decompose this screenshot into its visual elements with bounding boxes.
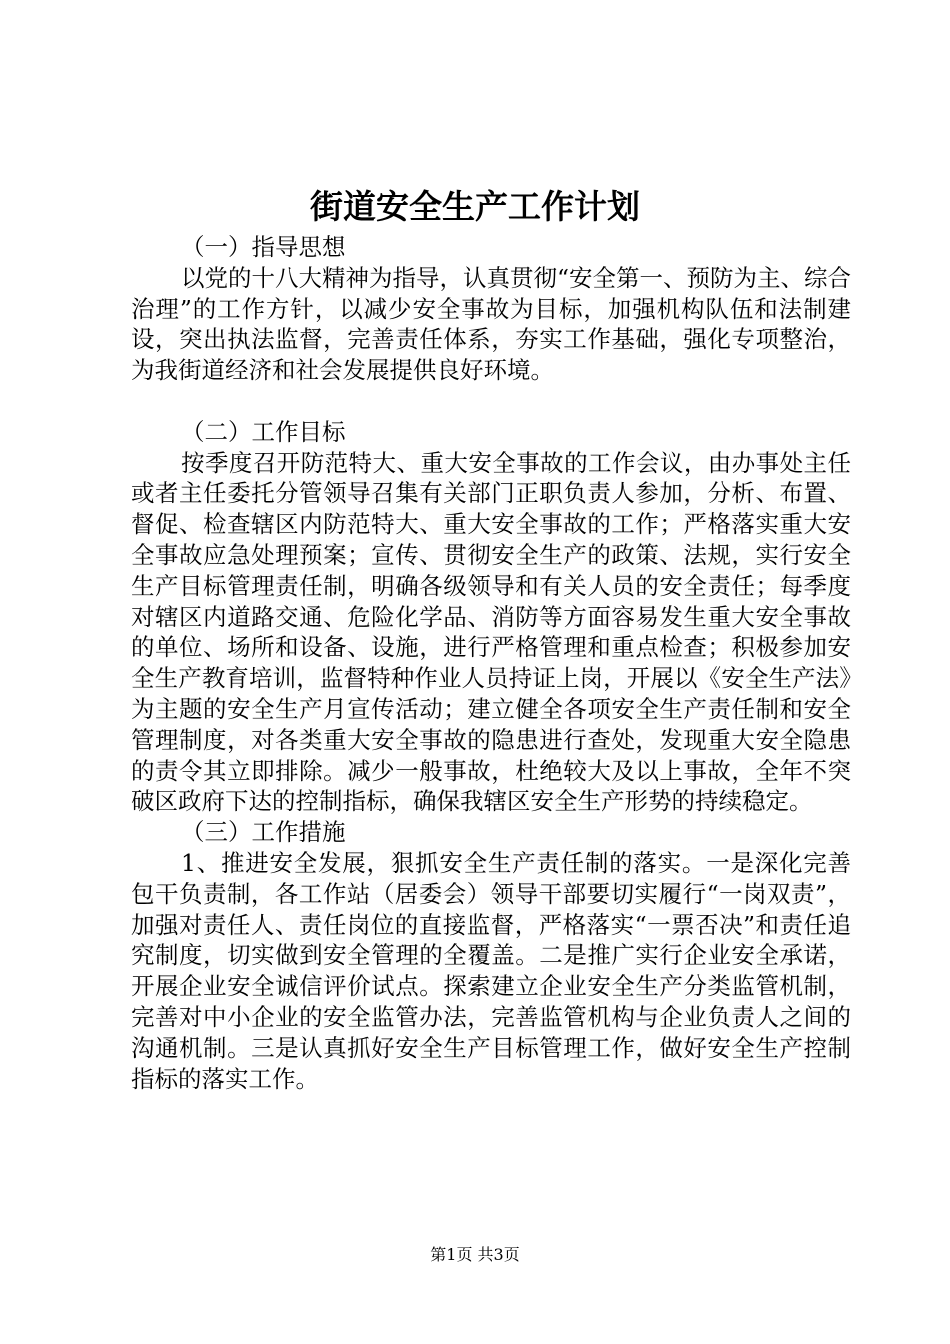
section-paragraph-work-measures: 1、推进安全发展，狠抓安全生产责任制的落实。一是深化完善包干负责制，各工作站（居委会）领导干部要切实履行“一岗双责”，加强对责任人、责任岗位的直接监督，严格落实“一票否决”和责任追究制度，切实做到安全管理的全覆盖。二是推广实行企业安全承诺，开展企业安全诚信评价试点。探索建立企业安全生产分类监管机制，完善对中小企业的安全监管办法，完善监管机构与企业负责人之间的沟通机制。三是认真抓好安全生产目标管理工作，做好安全生产控制指标的落实工作。 [131, 848, 851, 1093]
section-heading-guiding-ideology: （一）指导思想 [181, 233, 346, 261]
section-heading-work-goals: （二）工作目标 [181, 417, 346, 446]
section-paragraph-guiding-ideology: 以党的十八大精神为指导，认真贯彻“安全第一、预防为主、综合治理”的工作方针，以减少安全事故为目标，加强机构队伍和法制建设，突出执法监督，完善责任体系，夯实工作基础，强化专项整治，为我街道经济和社会发展提供良好环境。 [131, 263, 852, 385]
document-body [131, 232, 851, 1094]
document-title: 街道安全生产工作计划 [310, 187, 640, 226]
paragraph-spacer [131, 386, 851, 417]
section-heading-work-measures: （三）工作措施 [181, 818, 346, 847]
section-paragraph-work-goals: 按季度召开防范特大、重大安全事故的工作会议，由办事处主任或者主任委托分管领导召集有关部门正职负责人参加，分析、布置、督促、检查辖区内防范特大、重大安全事故的工作；严格落实重大安全事故应急处理预案；宣传、贯彻安全生产的政策、法规，实行安全生产目标管理责任制，明确各级领导和有关人员的安全责任；每季度对辖区内道路交通、危险化学品、消防等方面容易发生重大安全事故的单位、场所和设备、设施，进行严格管理和重点检查；积极参加安全生产教育培训，监督特种作业人员持证上岗，开展以《安全生产法》为主题的安全生产月宣传活动；建立健全各项安全生产责任制和安全管理制度，对各类重大安全事故的隐患进行查处，发现重大安全隐患的责令其立即排除。减少一般事故，杜绝较大及以上事故，全年不突破区政府下达的控制指标，确保我辖区安全生产形势的持续稳定。 [131, 448, 851, 816]
page-number-footer: 第1页 共3页 [430, 1245, 520, 1264]
